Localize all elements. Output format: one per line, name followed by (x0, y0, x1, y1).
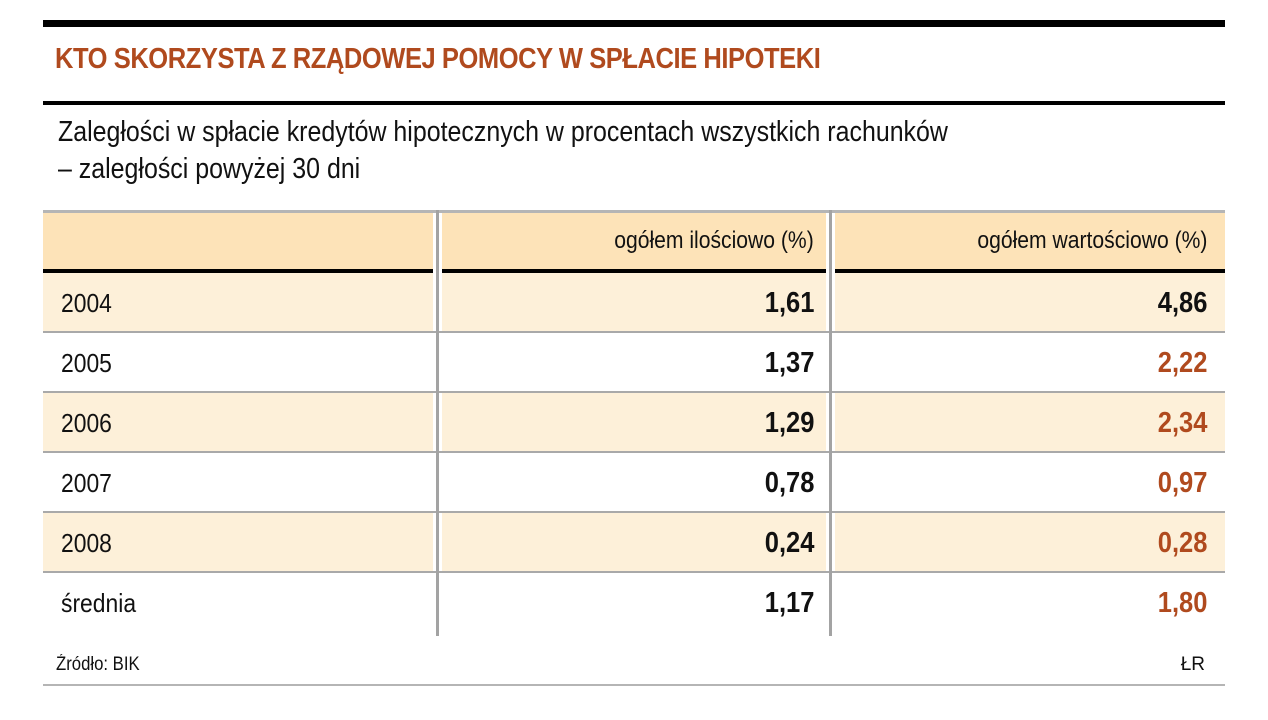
subtitle-line-1: Zaległości w spłacie kredytów hipotecznych w procentach wszystkich rachunków (58, 116, 948, 148)
value-ilosciowo: 0,78 (764, 466, 814, 499)
table-header-row (43, 213, 1225, 269)
header-cell-ilosciowo: ogółem ilościowo (%) (442, 213, 826, 269)
value-wartosciowo: 0,97 (1157, 466, 1207, 499)
value-ilosciowo: 1,29 (764, 406, 814, 439)
bottom-rule (43, 684, 1225, 686)
title-rule (43, 101, 1225, 105)
column-divider (436, 210, 439, 636)
subtitle (58, 114, 948, 188)
table-row (43, 273, 1225, 333)
subtitle-line-2: – zaległości powyżej 30 dni (58, 153, 361, 185)
value-wartosciowo: 2,34 (1157, 406, 1207, 439)
table-row-average (43, 573, 1225, 633)
value-wartosciowo: 0,28 (1157, 526, 1207, 559)
row-label: 2006 (61, 407, 112, 438)
table-row (43, 453, 1225, 513)
table-row (43, 513, 1225, 573)
value-ilosciowo: 1,37 (764, 346, 814, 379)
row-label: 2008 (61, 527, 112, 558)
row-label: 2005 (61, 347, 112, 378)
table-row (43, 333, 1225, 393)
row-label: 2004 (61, 287, 112, 318)
top-rule (43, 20, 1225, 27)
source-note: Źródło: BIK (56, 654, 140, 675)
table-row (43, 393, 1225, 453)
page-title: KTO SKORZYSTA Z RZĄDOWEJ POMOCY W SPŁACIE HIPOTEKI (55, 43, 821, 75)
value-ilosciowo: 1,17 (764, 586, 814, 619)
row-label: średnia (61, 587, 137, 618)
column-divider (829, 210, 832, 636)
value-wartosciowo: 1,80 (1157, 586, 1207, 619)
header-cell-wartosciowo: ogółem wartościowo (%) (835, 213, 1225, 269)
footer (43, 648, 1225, 686)
value-wartosciowo: 2,22 (1157, 346, 1207, 379)
row-label: 2007 (61, 467, 112, 498)
value-ilosciowo: 1,61 (764, 286, 814, 319)
value-wartosciowo: 4,86 (1157, 286, 1207, 319)
header-cell-year (43, 213, 433, 269)
author-initials: ŁR (1180, 654, 1205, 675)
value-ilosciowo: 0,24 (764, 526, 814, 559)
